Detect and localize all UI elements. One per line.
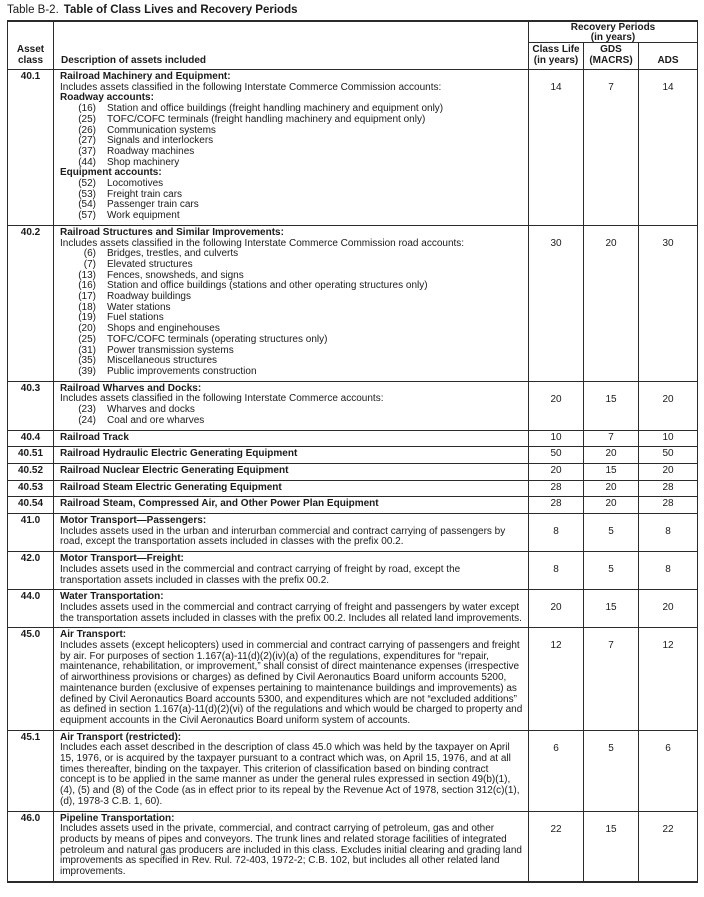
asset-class-cell: 41.0 — [8, 514, 54, 551]
sub-item-text: Wharves and docks — [107, 404, 195, 416]
sub-item-text: Water stations — [107, 301, 171, 313]
row-heading: Railroad Steam Electric Generating Equipment — [60, 481, 282, 493]
sub-item-text: Work equipment — [107, 210, 180, 222]
asset-class-cell: 40.53 — [8, 481, 54, 497]
row-body-text: Includes assets classified in the following Interstate Commerce Commission accounts: — [60, 81, 442, 93]
row-subheading: Equipment accounts: — [60, 167, 162, 179]
gds-value: 5 — [584, 514, 639, 551]
class-life-value: 14 — [529, 70, 584, 225]
sub-item-text: Signals and interlockers — [107, 135, 214, 147]
sub-item-text: Shop machinery — [107, 156, 180, 168]
sub-item — [60, 211, 524, 222]
col-header-gds — [584, 43, 639, 69]
row-heading: Railroad Track — [60, 431, 129, 443]
gds-value: 15 — [584, 382, 639, 430]
gds-header-line2: (MACRS) — [589, 54, 633, 66]
ads-value: 28 — [662, 481, 674, 493]
description-cell — [54, 464, 529, 480]
sub-item-text: Power transmission systems — [107, 344, 234, 356]
table-row — [8, 590, 697, 628]
sub-item-number: (44) — [78, 156, 96, 168]
recovery-subheaders — [529, 43, 697, 69]
asset-header-line2: class — [17, 54, 44, 66]
gds-value: 7 — [584, 70, 639, 225]
asset-header-line1: Asset — [16, 44, 45, 55]
row-body-text: Includes assets used in the commercial and contract carrying of freight by road, except the transportation assets included in classes with the prefix 00.2. — [60, 563, 461, 586]
row-heading: Railroad Hydraulic Electric Generating Equipment — [60, 448, 298, 460]
description-cell — [54, 70, 529, 225]
sub-item-text: Shops and enginehouses — [107, 323, 220, 335]
class-life-value: 30 — [529, 226, 584, 381]
ads-value: 6 — [665, 742, 671, 754]
table-row — [8, 481, 697, 498]
description-cell — [54, 590, 529, 627]
sub-item-text: Freight train cars — [107, 188, 183, 200]
row-subheading: Roadway accounts: — [60, 92, 154, 104]
row-body-text: Includes assets classified in the following Interstate Commerce accounts: — [60, 393, 384, 405]
sub-item-number: (7) — [83, 258, 96, 270]
description-header-label: Description of assets included — [61, 54, 207, 66]
table-title-text: Table of Class Lives and Recovery Periods — [63, 4, 298, 16]
table-rows — [8, 70, 697, 881]
sub-item-number: (16) — [78, 280, 96, 292]
row-body-text: Includes assets used in the commercial and contract carrying of freight and passengers by water except the transportation assets included in classes with the prefix 00.2. Includes all related land improvements. — [60, 601, 522, 624]
sub-item-text: TOFC/COFC terminals (freight handling machinery and equipment only) — [107, 113, 426, 125]
asset-class-cell: 46.0 — [8, 812, 54, 881]
col-header-ads — [639, 43, 697, 69]
asset-class-cell: 44.0 — [8, 590, 54, 627]
ads-header-label: ADS — [657, 54, 679, 66]
sub-item-number: (31) — [78, 344, 96, 356]
row-heading: Motor Transport—Freight: — [60, 553, 184, 565]
class-life-value: 20 — [529, 464, 584, 480]
ads-value: 10 — [662, 431, 674, 443]
document-title — [7, 3, 704, 17]
recovery-group-line1: Recovery Periods — [570, 22, 656, 33]
table-row — [8, 497, 697, 514]
row-body-text: Includes assets classified in the following Interstate Commerce Commission road accounts: — [60, 237, 465, 249]
recovery-header-block — [529, 22, 697, 69]
sub-item-text: Miscellaneous structures — [107, 355, 218, 367]
sub-item-text: Coal and ore wharves — [107, 414, 205, 426]
class-life-value: 10 — [529, 431, 584, 447]
ads-value: 20 — [662, 602, 674, 614]
asset-class-cell: 40.1 — [8, 70, 54, 225]
sub-item-text: TOFC/COFC terminals (operating structures only) — [107, 333, 328, 345]
table-row — [8, 464, 697, 481]
sub-item-number: (53) — [78, 188, 96, 200]
ads-value: 22 — [662, 823, 674, 835]
sub-item-text: Fuel stations — [107, 312, 164, 324]
row-heading: Railroad Nuclear Electric Generating Equipment — [60, 464, 289, 476]
asset-class-cell: 45.1 — [8, 731, 54, 811]
sub-item-number: (57) — [78, 210, 96, 222]
sub-item — [60, 115, 524, 126]
sub-item-text: Elevated structures — [107, 258, 193, 270]
description-cell — [54, 514, 529, 551]
sub-item-text: Bridges, trestles, and culverts — [107, 248, 239, 260]
sub-item-text: Station and office buildings (stations and other operating structures only) — [107, 280, 428, 292]
sub-item-text: Communication systems — [107, 124, 216, 136]
asset-class-cell: 42.0 — [8, 552, 54, 589]
row-heading: Pipeline Transportation: — [60, 812, 175, 824]
row-body-text: Includes assets used in the urban and interurban commercial and contract carrying of passengers by road, except the transportation assets included in classes with the prefix 00.2. — [60, 525, 506, 548]
col-header-class-life — [529, 43, 584, 69]
asset-class-cell: 45.0 — [8, 628, 54, 729]
document-page — [0, 3, 704, 897]
description-cell — [54, 481, 529, 497]
sub-item-text: Passenger train cars — [107, 199, 199, 211]
ads-value: 20 — [662, 393, 674, 405]
gds-value: 20 — [584, 447, 639, 463]
description-cell — [54, 812, 529, 881]
row-heading: Railroad Machinery and Equipment: — [60, 71, 231, 82]
row-body-text: Includes assets used in the private, commercial, and contract carrying of petroleum, gas and other products by means of pipes and conveyors. The trunk lines and related storage facilities of integrated petroleum and natural gas producers are included in this class. Excludes initial clearing and grading land improvements as specified in Rev. Rul. 72-403, 1972-2; C.B. 102, but includes all other related land improvements. — [60, 823, 522, 878]
row-heading: Railroad Steam, Compressed Air, and Other Power Plan Equipment — [60, 498, 379, 510]
sub-item-number: (27) — [78, 135, 96, 147]
sub-item-number: (24) — [78, 414, 96, 426]
gds-value: 5 — [584, 552, 639, 589]
class-lives-table — [7, 20, 698, 883]
table-row — [8, 514, 697, 552]
description-cell — [54, 382, 529, 430]
gds-value: 7 — [584, 628, 639, 729]
class-life-value: 28 — [529, 481, 584, 497]
sub-item-number: (35) — [78, 355, 96, 367]
sub-item-number: (19) — [78, 312, 96, 324]
row-heading: Air Transport: — [60, 629, 127, 641]
sub-item-number: (26) — [78, 124, 96, 136]
asset-class-cell: 40.54 — [8, 497, 54, 513]
sub-item-text: Public improvements construction — [107, 365, 257, 377]
ads-value: 12 — [662, 640, 674, 652]
gds-value: 15 — [584, 464, 639, 480]
table-number-label: Table B-2. — [7, 4, 59, 16]
ads-value: 28 — [662, 498, 674, 510]
row-heading: Water Transportation: — [60, 591, 164, 603]
gds-value: 20 — [584, 497, 639, 513]
class-life-value: 20 — [529, 590, 584, 627]
row-heading: Railroad Wharves and Docks: — [60, 382, 202, 394]
ads-value: 14 — [662, 82, 674, 93]
ads-value: 8 — [665, 564, 671, 576]
description-cell — [54, 431, 529, 447]
table-row — [8, 731, 697, 812]
gds-value: 15 — [584, 812, 639, 881]
sub-item-number: (23) — [78, 404, 96, 416]
table-row — [8, 70, 697, 226]
sub-item-number: (37) — [78, 145, 96, 157]
sub-item — [60, 367, 524, 378]
table-row — [8, 226, 697, 382]
sub-item — [60, 335, 524, 346]
row-heading: Railroad Structures and Similar Improvements: — [60, 226, 284, 238]
ads-value: 50 — [662, 448, 674, 460]
col-header-description — [54, 22, 529, 69]
sub-item-number: (18) — [78, 301, 96, 313]
table-row — [8, 552, 697, 590]
class-life-value: 20 — [529, 382, 584, 430]
asset-class-cell: 40.51 — [8, 447, 54, 463]
sub-item-number: (6) — [83, 248, 96, 260]
sub-item-number: (17) — [78, 291, 96, 303]
description-cell — [54, 552, 529, 589]
gds-value: 20 — [584, 226, 639, 381]
gds-value: 20 — [584, 481, 639, 497]
gds-value: 7 — [584, 431, 639, 447]
gds-value: 5 — [584, 731, 639, 811]
sub-item-text: Roadway buildings — [107, 291, 191, 303]
description-cell — [54, 497, 529, 513]
class-life-header-line2: (in years) — [533, 54, 579, 66]
sub-item-number: (16) — [78, 103, 96, 115]
col-group-recovery-periods — [529, 22, 697, 43]
ads-value: 8 — [665, 526, 671, 538]
class-life-value: 28 — [529, 497, 584, 513]
sub-item-number: (25) — [78, 333, 96, 345]
sub-item-number: (25) — [78, 113, 96, 125]
class-life-value: 12 — [529, 628, 584, 729]
class-life-value: 50 — [529, 447, 584, 463]
description-cell — [54, 226, 529, 381]
table-row — [8, 812, 697, 881]
row-heading: Air Transport (restricted): — [60, 731, 182, 743]
sub-item-number: (54) — [78, 199, 96, 211]
description-cell — [54, 447, 529, 463]
asset-class-cell: 40.52 — [8, 464, 54, 480]
class-life-value: 6 — [529, 731, 584, 811]
ads-value: 20 — [662, 464, 674, 476]
row-heading: Motor Transport—Passengers: — [60, 515, 207, 527]
col-header-asset-class — [8, 22, 54, 69]
recovery-group-line2: (in years) — [590, 32, 636, 43]
sub-item-text: Fences, snowsheds, and signs — [107, 269, 244, 281]
asset-class-cell: 40.3 — [8, 382, 54, 430]
gds-header-line1: GDS — [600, 44, 622, 55]
sub-item-text: Roadway machines — [107, 145, 195, 157]
sub-item-number: (20) — [78, 323, 96, 335]
sub-item-text: Locomotives — [107, 178, 164, 190]
table-header — [8, 22, 697, 70]
sub-item-text: Station and office buildings (freight handling machinery and equipment only) — [107, 103, 444, 115]
class-life-value: 8 — [529, 514, 584, 551]
sub-item — [60, 416, 524, 427]
sub-item-number: (39) — [78, 365, 96, 377]
class-life-header-line1: Class Life — [532, 44, 580, 55]
sub-item-number: (13) — [78, 269, 96, 281]
sub-item-number: (52) — [78, 178, 96, 190]
gds-value: 15 — [584, 590, 639, 627]
table-row — [8, 628, 697, 730]
class-life-value: 22 — [529, 812, 584, 881]
ads-value: 30 — [662, 237, 674, 249]
description-cell — [54, 628, 529, 729]
row-body-text: Includes each asset described in the description of class 45.0 which was held by the taxpayer on April 15, 1976, or is acquired by the taxpayer pursuant to a contract which was, on April 15, 1976, and at all times thereafter, binding on the taxpayer. This criterion of classification based on binding contract concept is to be applied in the same manner as under the general rules expressed in section 49(b)(1), (4), (5) and (8) of the Code (as in effect prior to its repeal by the Revenue Act of 1978, section 312(c)(1), (d), 1978-3 C.B. 1, 60). — [60, 742, 520, 807]
table-row — [8, 431, 697, 448]
asset-class-cell: 40.4 — [8, 431, 54, 447]
table-row — [8, 447, 697, 464]
class-life-value: 8 — [529, 552, 584, 589]
asset-class-cell: 40.2 — [8, 226, 54, 381]
row-body-text: Includes assets (except helicopters) used in commercial and contract carrying of passengers and freight by air. For purposes of section 1.167(a)-11(d)(2)(iv)(a) of the regulations, expenditures for “repair, maintenance, rehabilitation, or improvement,” shall consist of direct maintenance expenses (irrespective of airworthiness provisions or charges) as defined by Civil Aeronautics Board uniform accounts 5200, maintenance burden (exclusive of expenses pertaining to maintenance buildings and improvements) as defined by Civil Aeronautics Board accounts 5300, and expenditures which are not “excluded additions” as defined in section 1.167(a)-11(d)(2)(vi) of the regulations and which would be charged to property and equipment accounts in the Civil Aeronautics Board uniform system of accounts. — [60, 640, 523, 726]
description-cell — [54, 731, 529, 811]
table-row — [8, 382, 697, 431]
